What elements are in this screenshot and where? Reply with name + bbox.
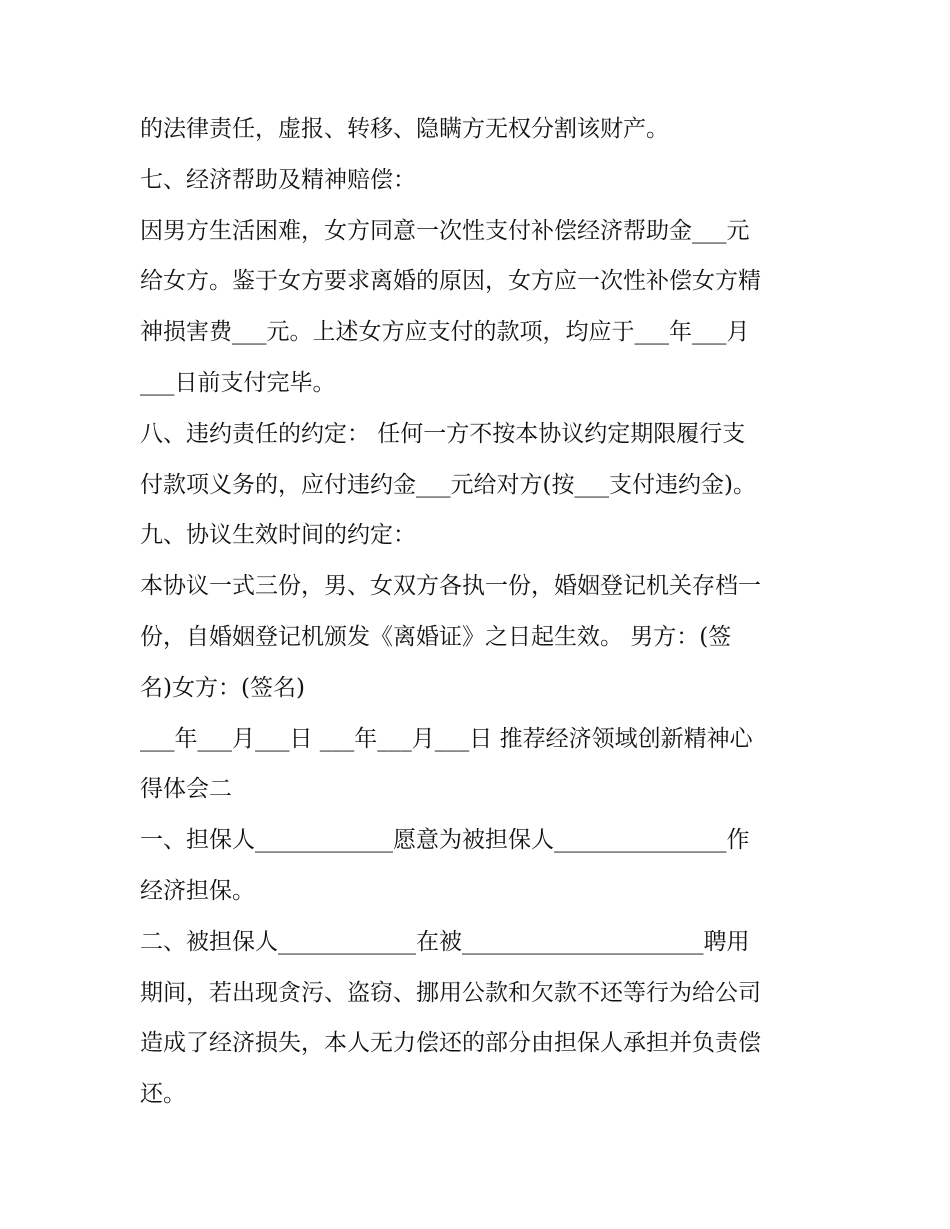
section-heading-7: 七、经济帮助及精神赔偿：: [140, 166, 416, 193]
guarantee-clause-1: 一、担保人____________愿意为被担保人_______________作: [140, 827, 750, 854]
text-line-6: ___日前支付完毕。: [140, 369, 336, 396]
text-line-8: 付款项义务的，应付违约金___元给对方(按___支付违约金)。: [140, 471, 756, 498]
text-line-20: 还。: [140, 1081, 186, 1108]
date-line: ___年___月___日 ___年___月___日 推荐经济领域创新精神心: [140, 725, 753, 752]
text-line-11: 份，自婚姻登记机颁发《离婚证》之日起生效。 男方：(签: [140, 623, 732, 650]
document-page: [140, 104, 830, 1120]
text-line-3: 因男方生活困难，女方同意一次性支付补偿经济帮助金___元: [140, 217, 750, 244]
signature-line: 名)女方：(签名): [140, 674, 305, 701]
text-line-4: 给女方。鉴于女方要求离婚的原因，女方应一次性补偿女方精: [140, 268, 761, 295]
text-line-1: 的法律责任，虚报、转移、隐瞒方无权分割该财产。: [140, 116, 669, 142]
guarantee-clause-2: 二、被担保人____________在被_____________________聘用: [140, 928, 750, 955]
text-line-19: 造成了经济损失，本人无力偿还的部分由担保人承担并负责偿: [140, 1030, 761, 1057]
text-line-5: 神损害费___元。上述女方应支付的款项，均应于___年___月: [140, 319, 750, 346]
text-line-16: 经济担保。: [140, 877, 255, 904]
text-line-18: 期间，若出现贪污、盗窃、挪用公款和欠款不还等行为给公司: [140, 979, 761, 1006]
text-line-14: 得体会二: [140, 776, 232, 803]
text-line-10: 本协议一式三份，男、女双方各执一份，婚姻登记机关存档一: [140, 573, 761, 600]
section-heading-8: 八、违约责任的约定： 任何一方不按本协议约定期限履行支: [140, 420, 746, 447]
section-heading-9: 九、协议生效时间的约定：: [140, 522, 416, 549]
